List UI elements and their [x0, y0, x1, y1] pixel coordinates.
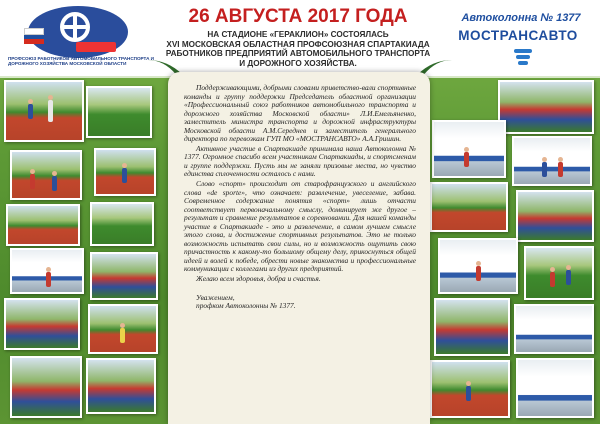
athlete-figure — [46, 272, 51, 287]
photo-stadium-view — [86, 86, 152, 138]
athlete-figure — [122, 168, 127, 183]
photo-finish-line — [430, 360, 510, 418]
article-paragraph: Поддерживающими, добрыми словами приветство-вали спортивные команды и группу поддержки Председатель областной организации «Профессиональный союз работников автомобильного транспорта и дорожного хозяйства Московской области» Л.И.Емельяненко, заместитель министра транспорта и дорожной инфраструктуры Московской области А.М.Середнев и заместитель генерального директора по перевозкам ГУП МО «МОСТРАНСАВТО» А.А.Гришин. — [184, 83, 416, 144]
photo-bus-pair — [514, 304, 594, 354]
article-panel — [168, 72, 430, 424]
athlete-figure — [550, 272, 555, 287]
photo-team-lineup — [10, 356, 82, 418]
athlete-figure — [52, 176, 57, 191]
photo-bus-runner — [438, 238, 518, 294]
company-name: Автоколонна № 1377 — [461, 12, 581, 24]
athlete-figure — [48, 100, 53, 122]
page-title: 26 АВГУСТА 2017 ГОДА — [188, 6, 408, 27]
article-signature — [184, 294, 416, 311]
russian-flag-icon — [24, 28, 44, 42]
subtitle-line: И ДОРОЖНОГО ХОЗЯЙСТВА. — [239, 58, 357, 68]
subtitle-line: РАБОТНИКОВ ПРЕДПРИЯТИЙ АВТОМОБИЛЬНОГО ТРАНСПОРТА — [165, 49, 431, 59]
photo-track-crowd — [6, 204, 80, 246]
photo-bus-athletes — [512, 136, 592, 186]
photo-field-team — [90, 202, 154, 246]
photo-running-race — [10, 150, 82, 200]
photo-large-team — [498, 80, 594, 134]
steering-wheel-icon — [60, 12, 90, 42]
photo-relay-runner — [4, 80, 84, 142]
photo-track-event — [430, 182, 508, 232]
article-paragraph: Слово «спорт» происходит от старофранцузского и английского слова «de sporte», что означает: развлечение, увеселение, забава. Современное содержание понятия «спорт» лишь отчасти соответствует первоначальному смыслу, доминирует же другое – результат и сравнение результатов в соревновании. Для нашей команды участие в Спартакиаде - это и развлечение, в самом лучшем смысле этого слова, и достижение спортивных результатов. Это не только возможность испытать свои силы, но и возможность ощутить свою причастность к какому-то большому общему делу, прикоснуться общей идеей и волей к победе, обрести новые знакомства и профессиональные коммуникации с коллегами из других предприятий. — [184, 179, 416, 274]
athlete-figure — [464, 152, 469, 167]
brand-wordmark: МОСТРАНСАВТО — [458, 28, 578, 43]
athlete-figure — [476, 266, 481, 281]
photo-track-sprint — [94, 148, 156, 196]
article-paragraph: Активное участие в Спартакиаде принимала наша Автоколонна № 1377. Огромное спасибо всем участникам Спартакиады, и спортсменам и группе поддержки. Пусть мы не заняли призовые места, но чувство единства сплоченности осталось с нами. — [184, 143, 416, 179]
athlete-figure — [28, 104, 33, 119]
subtitle-line: НА СТАДИОНЕ «ГЕРАКЛИОН» СОСТОЯЛАСЬ — [207, 30, 389, 39]
photo-bus-display — [10, 248, 84, 294]
photo-team-flag — [516, 190, 594, 242]
header-band — [0, 0, 600, 78]
subtitle-line: XVI МОСКОВСКАЯ ОБЛАСТНАЯ ПРОФСОЮЗНАЯ СПАРТАКИАДА — [166, 39, 430, 49]
athlete-figure — [120, 328, 125, 343]
athlete-figure — [466, 386, 471, 401]
photo-bus-finish — [516, 358, 594, 418]
article-body — [184, 84, 416, 311]
athlete-figure — [558, 162, 563, 177]
union-logo — [6, 4, 166, 74]
photo-athletes-field — [524, 246, 594, 300]
athlete-figure — [542, 162, 547, 177]
athlete-figure — [30, 174, 35, 189]
brand-logo-icon — [514, 47, 532, 65]
photo-award-group — [86, 358, 156, 414]
article-paragraph: Желаю всем здоровья, добра и счастья. — [196, 274, 321, 284]
page-subtitle — [162, 30, 434, 68]
bus-icon — [76, 42, 116, 52]
athlete-figure — [566, 270, 571, 285]
photo-team-group — [90, 252, 158, 300]
signature-line: профком Автоколонны № 1377. — [196, 301, 296, 311]
photo-bus-team — [432, 120, 506, 178]
photo-runners-pair — [434, 298, 510, 356]
photo-support-group — [4, 298, 80, 350]
union-logo-caption: ПРОФСОЮЗ РАБОТНИКОВ АВТОМОБИЛЬНОГО ТРАНСПОРТА И ДОРОЖНОГО ХОЗЯЙСТВА МОСКОВСКОЙ ОБЛАСТИ — [8, 56, 154, 67]
photo-long-jump — [88, 304, 158, 354]
signature-line: Уважением, — [196, 292, 235, 302]
